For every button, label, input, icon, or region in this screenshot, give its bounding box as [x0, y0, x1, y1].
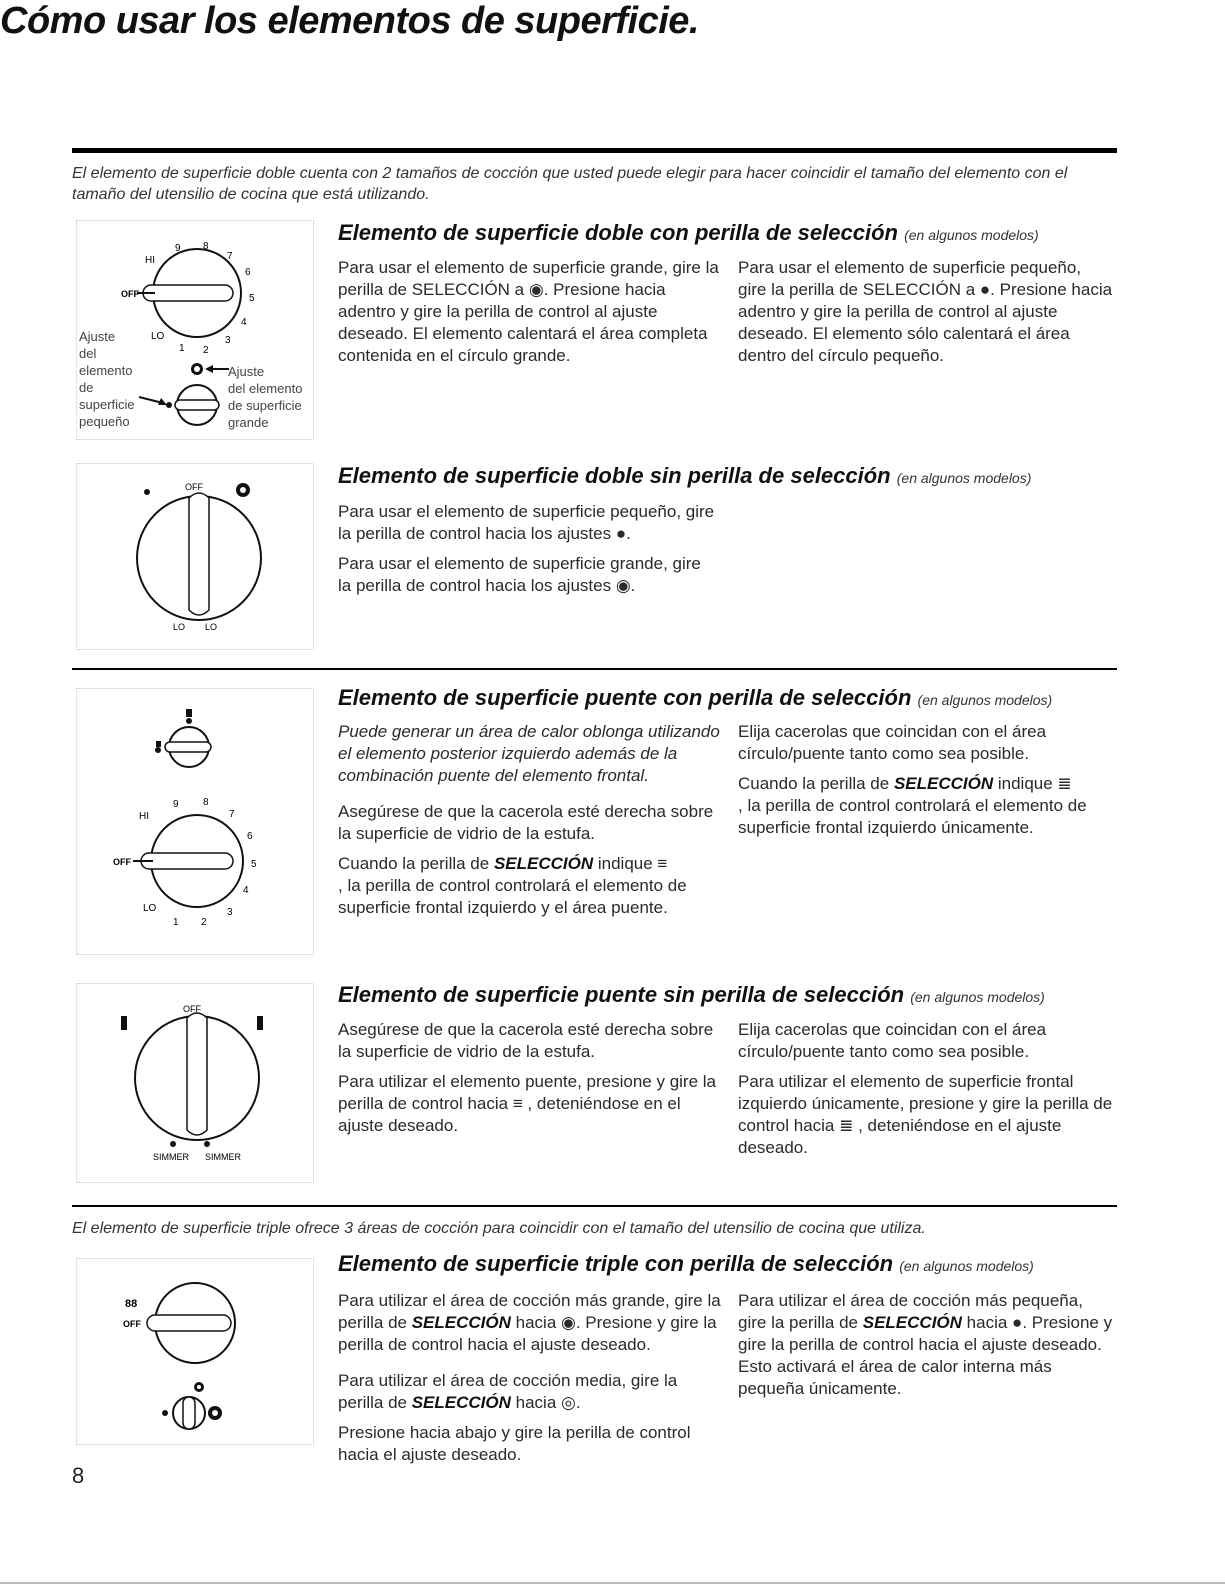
- small-dot-icon: ●: [1012, 1313, 1023, 1332]
- bridge-intro-text: Puede generar un área de calor oblonga utilizando el elemento posterior izquierdo además de la combinación puente del elemento frontal.: [338, 722, 720, 785]
- svg-text:HI: HI: [145, 255, 155, 266]
- bridge-knob-with-selector-diagram: [77, 689, 313, 954]
- small-element-dot-icon: ●: [979, 280, 991, 299]
- svg-text:2: 2: [203, 345, 209, 356]
- svg-text:6: 6: [245, 267, 251, 278]
- svg-text:LO: LO: [173, 622, 186, 632]
- svg-text:8: 8: [203, 241, 209, 252]
- bridge-pan-text: Asegúrese de que la cacerola esté derecha sobre la superficie de vidrio de la estufa.: [338, 802, 714, 843]
- large-element-symbol-icon: ◉: [615, 576, 631, 595]
- front-element-symbol-icon: ≣: [1057, 774, 1072, 793]
- sec4-left-text: Asegúrese de que la cacerola esté derecha sobre la superficie de vidrio de la estufa. Para utilizar el elemento puente, presione y gire la perilla de control hacia ≡ , deteniéndose en el ajuste deseado.: [338, 1019, 723, 1145]
- svg-text:9: 9: [173, 799, 179, 810]
- divider-1: [72, 668, 1117, 670]
- sec1-right-text: Para usar el elemento de superficie pequeño, gire la perilla de SELECCIÓN a ●. Presione hacia adentro y gire la perilla de control al ajuste deseado. El elemento sólo calentará el área dentro del círculo pequeño.: [738, 258, 1113, 365]
- sec3-right-text: Elija cacerolas que coincidan con el área círculo/puente tanto como sea posible. Cuando la perilla de SELECCIÓN indique ≣ , la perilla de control controlará el elemento de superficie frontal izquierdo únicamente.: [738, 721, 1113, 847]
- svg-text:OFF: OFF: [183, 1004, 201, 1014]
- dial-illustration-5: [76, 1258, 314, 1445]
- section-title-bridge-selector: Elemento de superficie puente con perilla de selección (en algunos modelos): [338, 685, 1053, 710]
- triple-knob-with-selector-diagram: [77, 1259, 313, 1444]
- front-element-symbol-icon: ≣: [839, 1116, 854, 1135]
- svg-text:OFF: OFF: [121, 289, 139, 299]
- dial-illustration-3: [76, 688, 314, 955]
- large-element-symbol-icon: ◉: [528, 280, 544, 299]
- sec5-left-text: Para utilizar el área de cocción más grande, gire la perilla de SELECCIÓN hacia ◉. Presione y gire la perilla de control hacia el ajuste deseado. Para utilizar el área de cocción media, gire la perilla de SELECCIÓN hacia ◎. Presione hacia abajo y gire la perilla de control hacia el ajuste deseado.: [338, 1290, 723, 1474]
- svg-text:7: 7: [227, 251, 233, 262]
- svg-text:4: 4: [241, 317, 247, 328]
- sec5-right-text: Para utilizar el área de cocción más pequeña, gire la perilla de SELECCIÓN hacia ●. Presione y gire la perilla de control hacia el ajuste deseado. Esto activará el área de calor interna más pequeña únicamente.: [738, 1291, 1113, 1398]
- svg-text:3: 3: [227, 907, 233, 918]
- svg-text:2: 2: [201, 917, 207, 928]
- svg-text:6: 6: [247, 831, 253, 842]
- svg-text:1: 1: [179, 343, 185, 354]
- page-title: Cómo usar los elementos de superficie.: [0, 0, 699, 42]
- bottom-rule: [0, 1582, 1225, 1584]
- small-dot-icon: ●: [615, 524, 627, 543]
- svg-text:7: 7: [229, 809, 235, 820]
- medium-element-symbol-icon: ◎: [561, 1393, 576, 1412]
- bridge-no-sel-pan-text: Asegúrese de que la cacerola esté derecha sobre la superficie de vidrio de la estufa.: [338, 1020, 714, 1061]
- svg-text:9: 9: [175, 243, 181, 254]
- dial-illustration-2: [76, 463, 314, 650]
- bridge-symbol-icon: ≡: [512, 1094, 523, 1113]
- sec2-text: Para usar el elemento de superficie pequeño, gire la perilla de control hacia los ajustes ●. Para usar el elemento de superficie grande, gire la perilla de control hacia los ajustes ◉.: [338, 502, 715, 595]
- title-rule: [72, 148, 1117, 153]
- svg-text:5: 5: [249, 293, 255, 304]
- section-title-dual-no-selector: Elemento de superficie doble sin perilla de selección (en algunos modelos): [338, 463, 1032, 488]
- svg-text:HI: HI: [139, 811, 149, 822]
- sec1-left-text: Para usar el elemento de superficie grande, gire la perilla de SELECCIÓN a ◉. Presione hacia adentro y gire la perilla de control al ajuste deseado. El elemento calentará el área completa contenida en el círculo grande.: [338, 258, 719, 365]
- svg-text:88: 88: [125, 1298, 138, 1310]
- svg-text:5: 5: [251, 859, 257, 870]
- svg-text:LO: LO: [143, 903, 157, 914]
- large-element-label: Ajuste del elemento de superficie grande: [228, 364, 303, 430]
- dial-illustration-4: [76, 983, 314, 1183]
- svg-text:SIMMER: SIMMER: [205, 1152, 241, 1162]
- svg-text:OFF: OFF: [123, 1319, 141, 1329]
- sec3-left-text: Puede generar un área de calor oblonga utilizando el elemento posterior izquierdo además de la combinación puente del elemento frontal. Asegúrese de que la cacerola esté derecha sobre la superficie de vidrio de la estufa. Cuando la perilla de SELECCIÓN indique ≡ , la perilla de control controlará el elemento de superficie frontal izquierdo y el área puente.: [338, 721, 723, 927]
- bridge-no-sel-match-text: Elija cacerolas que coincidan con el área círculo/puente tanto como sea posible.: [738, 1020, 1047, 1061]
- page-number: 8: [72, 1463, 85, 1488]
- bridge-knob-no-selector-diagram: [77, 984, 313, 1182]
- bridge-match-text: Elija cacerolas que coincidan con el área círculo/puente tanto como sea posible.: [738, 722, 1047, 763]
- svg-text:3: 3: [225, 335, 231, 346]
- section-title-bridge-no-selector: Elemento de superficie puente sin perilla de selección (en algunos modelos): [338, 982, 1045, 1007]
- triple-intro-text: El elemento de superficie triple ofrece 3 áreas de cocción para coincidir con el tamaño del utensilio de cocina que utiliza.: [72, 1220, 926, 1237]
- svg-text:4: 4: [243, 885, 249, 896]
- small-element-label: Ajuste del elemento de superficie pequeño: [79, 329, 135, 429]
- svg-text:1: 1: [173, 917, 179, 928]
- svg-text:SIMMER: SIMMER: [153, 1152, 189, 1162]
- svg-text:OFF: OFF: [113, 857, 131, 867]
- svg-text:LO: LO: [151, 331, 165, 342]
- section-title-triple-selector: Elemento de superficie triple con perilla de selección (en algunos modelos): [338, 1251, 1034, 1276]
- section-title-dual-selector: Elemento de superficie doble con perilla de selección (en algunos modelos): [338, 220, 1039, 245]
- svg-text:LO: LO: [205, 622, 218, 632]
- svg-text:8: 8: [203, 797, 209, 808]
- dual-knob-no-selector-diagram: [77, 464, 313, 649]
- triple-press-text: Presione hacia abajo y gire la perilla de control hacia el ajuste deseado.: [338, 1423, 691, 1464]
- intro-text: El elemento de superficie doble cuenta con 2 tamaños de cocción que usted puede elegir para hacer coincidir el tamaño del elemento con el tamaño del utensilio de cocina que está utilizando.: [72, 165, 1068, 203]
- bridge-symbol-icon: ≡: [657, 854, 668, 873]
- svg-text:OFF: OFF: [185, 482, 203, 492]
- sec4-right-text: Elija cacerolas que coincidan con el área círculo/puente tanto como sea posible. Para utilizar el elemento de superficie frontal izquierdo únicamente, presione y gire la perilla de control hacia ≣ , deteniéndose en el ajuste deseado.: [738, 1020, 1113, 1157]
- large-element-symbol-icon: ◉: [561, 1313, 576, 1332]
- divider-2: [72, 1205, 1117, 1207]
